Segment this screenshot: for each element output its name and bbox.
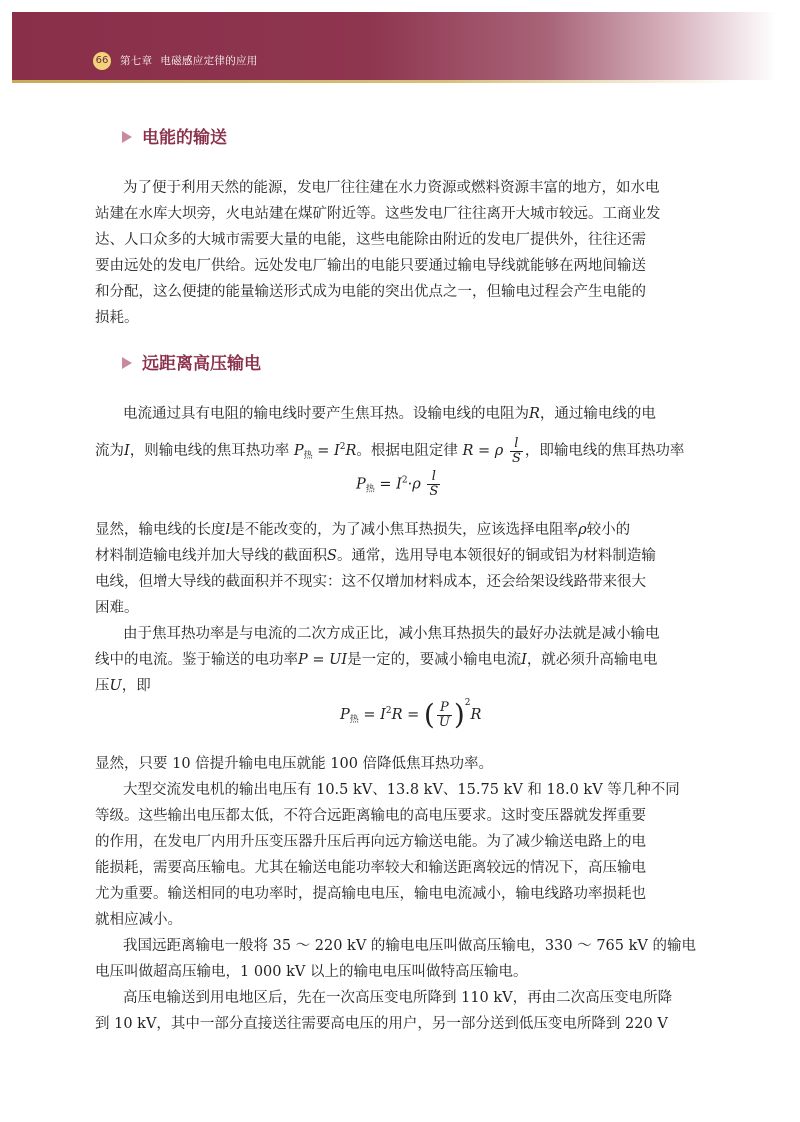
- formula-power-loss: $P_热 = I^2R$ = ( $\frac{P}{U}$ )$^2$R: [340, 698, 482, 731]
- text-line: 高压电输送到用电地区后，先在一次高压变电所降到 110 kV，再由二次高压变电所降: [123, 990, 673, 1006]
- fraction-l-over-s: $\frac{l}{S}$: [429, 469, 439, 499]
- text-line: 到 10 kV，其中一部分直接送往需要高电压的用户，另一部分送到低压变电所降到 220 V: [95, 1016, 668, 1032]
- text-line: 损耗。: [95, 310, 139, 326]
- formula-joule-power: $P_热 = I^2\cdot\rho$ $\frac{l}{S}$: [356, 469, 439, 499]
- text-line: 能损耗，需要高压输电。尤其在输送电能功率较大和输送距离较远的情况下，高压输电: [95, 860, 646, 876]
- text-line: 我国远距离输电一般将 35 ～ 220 kV 的输电电压叫做高压输电，330 ～ 765 kV 的输电: [123, 938, 696, 954]
- section-heading-power-transmission: 电能的输送: [122, 126, 227, 150]
- chapter-name: 电磁感应定律的应用: [160, 55, 258, 67]
- triangle-bullet-icon: [122, 357, 132, 369]
- text-line: 由于焦耳热功率是与电流的二次方成正比，减小焦耳热损失的最好办法就是减小输电: [123, 626, 660, 642]
- text-line: 就相应减小。: [95, 912, 182, 928]
- text-line: 电压叫做超高压输电，1 000 kV 以上的输电电压叫做特高压输电。: [95, 964, 528, 980]
- section-heading-long-distance: 远距离高压输电: [122, 352, 261, 376]
- text-line: 材料制造输电线并加大导线的截面积S。通常，选用导电本领很好的铜或铝为材料制造输: [95, 548, 656, 564]
- text-line: 为了便于利用天然的能源，发电厂往往建在水力资源或燃料资源丰富的地方，如水电: [123, 180, 660, 196]
- text-line: 电线，但增大导线的截面积并不现实：这不仅增加材料成本，还会给架设线路带来很大: [95, 574, 646, 590]
- fraction-p-over-u: $\frac{P}{U}$: [438, 699, 450, 730]
- text-line: 显然，输电线的长度l是不能改变的，为了减小焦耳热损失，应该选择电阻率ρ较小的: [95, 522, 631, 538]
- text-line-with-formulas: 流为I，则输电线的焦耳热功率 $P_热 = I^2R$。根据电阻定律 R = ρ $\frac{l}{S}$ ，即输电线的焦耳热功率: [95, 435, 685, 466]
- text-line: 要由远处的发电厂供给。远处发电厂输出的电能只要通过输电导线就能够在两地间输送: [95, 258, 646, 274]
- chapter-number: 第七章: [120, 55, 153, 67]
- text-line: 线中的电流。鉴于输送的电功率P = UI是一定的，要减小输电电流I，就必须升高输电电: [95, 652, 658, 668]
- triangle-bullet-icon: [122, 131, 132, 143]
- text-line: 显然，只要 10 倍提升输电电压就能 100 倍降低焦耳热功率。: [95, 756, 494, 772]
- text-line: 等级。这些输出电压都太低，不符合远距离输电的高电压要求。这时变压器就发挥重要: [95, 808, 646, 824]
- header-underline: [12, 80, 800, 83]
- text-line: 达、人口众多的大城市需要大量的电能，这些电能除由附近的发电厂提供外，往往还需: [95, 232, 646, 248]
- text-line: 和分配，这么便捷的能量输送形式成为电能的突出优点之一，但输电过程会产生电能的: [95, 284, 646, 300]
- text-line: 站建在水库大坝旁，火电站建在煤矿附近等。这些发电厂往往离开大城市较远。工商业发: [95, 206, 661, 222]
- chapter-title: [120, 53, 266, 68]
- fraction-l-over-s: $\frac{l}{S}$: [511, 435, 521, 466]
- text-line: 的作用，在发电厂内用升压变压器升压后再向远方输送电能。为了减少输送电路上的电: [95, 834, 646, 850]
- text-line: 压U，即: [95, 678, 151, 694]
- header-banner: [12, 12, 800, 80]
- text-line: 电流通过具有电阻的输电线时要产生焦耳热。设输电线的电阻为R，通过输电线的电: [123, 406, 656, 422]
- text-line: 尤为重要。输送相同的电功率时，提高输电电压，输电电流减小，输电线路功率损耗也: [95, 886, 646, 902]
- page-number: 66: [93, 52, 111, 70]
- text-line: 困难。: [95, 600, 139, 616]
- text-line: 大型交流发电机的输出电压有 10.5 kV、13.8 kV、15.75 kV 和 18.0 kV 等几种不同: [123, 782, 680, 798]
